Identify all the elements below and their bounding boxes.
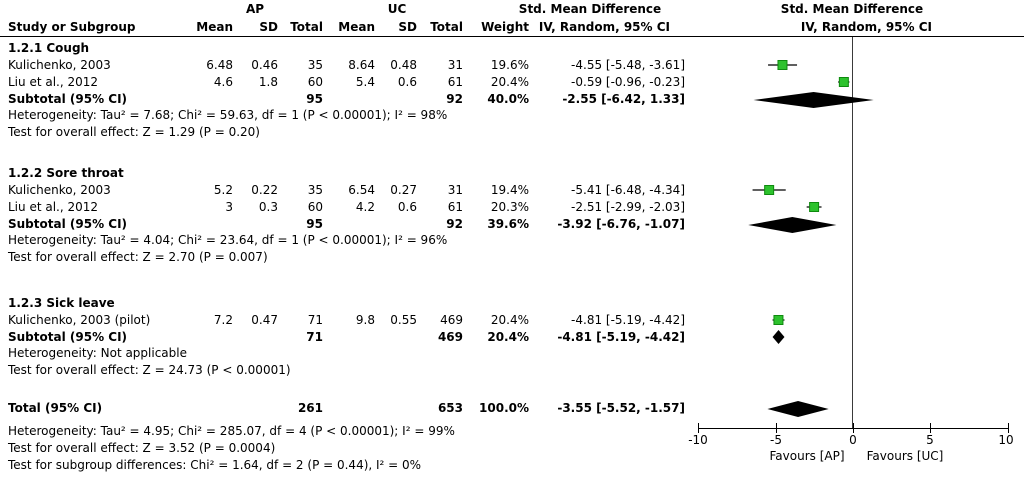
- subtotal-label: Subtotal (95% CI): [8, 92, 128, 106]
- mean-ap: 5.2: [213, 183, 233, 197]
- study-label: Kulichenko, 2003: [8, 58, 111, 72]
- col-weight: Weight: [481, 20, 529, 34]
- favours-right-label: Favours [UC]: [866, 449, 944, 463]
- section-header-row: [0, 295, 1024, 312]
- total-ap: 71: [306, 330, 323, 344]
- mean-ap: 6.48: [206, 58, 233, 72]
- effect-ci: -3.92 [-6.76, -1.07]: [557, 217, 685, 231]
- total-uc: 469: [440, 313, 463, 327]
- weight: 40.0%: [487, 92, 529, 106]
- study-row: [0, 182, 1024, 199]
- subtotal-row: [0, 329, 1024, 346]
- total-uc: 92: [446, 217, 463, 231]
- col-ivci-plot: IV, Random, 95% CI: [800, 20, 932, 34]
- smd-column-header: Std. Mean Difference: [518, 2, 662, 16]
- study-label: Liu et al., 2012: [8, 75, 99, 89]
- total-uc: 92: [446, 92, 463, 106]
- mean-uc: 4.2: [355, 200, 375, 214]
- sd-ap: 0.22: [251, 183, 278, 197]
- study-row: [0, 57, 1024, 74]
- section-title: 1.2.2 Sore throat: [8, 166, 124, 180]
- sd-ap: 0.3: [258, 200, 278, 214]
- total-ap: 35: [307, 58, 323, 72]
- col-study-or-subgroup: Study or Subgroup: [8, 20, 136, 34]
- group-header-uc: UC: [387, 2, 407, 16]
- col-sd-ap: SD: [259, 20, 278, 34]
- section-title: 1.2.3 Sick leave: [8, 296, 115, 310]
- total-uc: 31: [447, 58, 463, 72]
- total-label: Total (95% CI): [8, 401, 103, 415]
- mean-uc: 5.4: [355, 75, 375, 89]
- axis-tick-label: -5: [770, 433, 782, 447]
- axis-tick-label: 0: [849, 433, 857, 447]
- heterogeneity-note: Heterogeneity: Not applicable: [8, 346, 187, 360]
- weight: 20.3%: [490, 200, 529, 214]
- total-uc: 61: [447, 200, 463, 214]
- mean-ap: 7.2: [213, 313, 233, 327]
- overall-effect-note: Test for overall effect: Z = 2.70 (P = 0.007): [8, 250, 268, 264]
- total-uc: 31: [447, 183, 463, 197]
- overall-effect-note: Test for overall effect: Z = 3.52 (P = 0.0004): [8, 441, 276, 455]
- heterogeneity-note: Heterogeneity: Tau² = 4.04; Chi² = 23.64, df = 1 (P < 0.00001); I² = 96%: [8, 233, 448, 247]
- mean-ap: 4.6: [213, 75, 233, 89]
- sd-uc: 0.27: [390, 183, 417, 197]
- sd-uc: 0.55: [390, 313, 417, 327]
- subgroup-differences-note: Test for subgroup differences: Chi² = 1.64, df = 2 (P = 0.44), I² = 0%: [8, 458, 422, 472]
- header-divider: [0, 36, 1024, 37]
- mean-uc: 9.8: [355, 313, 375, 327]
- weight: 39.6%: [487, 217, 529, 231]
- heterogeneity-note: Heterogeneity: Tau² = 7.68; Chi² = 59.63, df = 1 (P < 0.00001); I² = 98%: [8, 108, 448, 122]
- axis-tick: [776, 423, 777, 433]
- weight: 20.4%: [487, 330, 529, 344]
- sd-ap: 1.8: [258, 75, 278, 89]
- total-row: [0, 400, 1024, 417]
- effect-ci: -4.55 [-5.48, -3.61]: [571, 58, 685, 72]
- weight: 20.4%: [490, 313, 529, 327]
- column-header-row: [0, 19, 1024, 36]
- section-header-row: [0, 165, 1024, 182]
- weight: 19.6%: [490, 58, 529, 72]
- subtotal-row: [0, 216, 1024, 233]
- total-uc: 61: [447, 75, 463, 89]
- col-total-uc: Total: [430, 20, 463, 34]
- axis-tick: [930, 423, 931, 433]
- favours-left-label: Favours [AP]: [769, 449, 845, 463]
- study-label: Kulichenko, 2003: [8, 183, 111, 197]
- total-ap: 35: [307, 183, 323, 197]
- study-row: [0, 74, 1024, 91]
- col-sd-uc: SD: [398, 20, 417, 34]
- effect-ci: -4.81 [-5.19, -4.42]: [557, 330, 685, 344]
- axis-tick-label: 5: [926, 433, 934, 447]
- sd-ap: 0.47: [251, 313, 278, 327]
- col-total-ap: Total: [290, 20, 323, 34]
- mean-ap: 3: [225, 200, 233, 214]
- subtotal-label: Subtotal (95% CI): [8, 217, 128, 231]
- section-header-row: [0, 40, 1024, 57]
- sd-ap: 0.46: [251, 58, 278, 72]
- mean-uc: 6.54: [348, 183, 375, 197]
- col-mean-ap: Mean: [196, 20, 233, 34]
- study-label: Liu et al., 2012: [8, 200, 99, 214]
- sd-uc: 0.6: [397, 200, 417, 214]
- total-uc: 653: [437, 401, 463, 415]
- mean-uc: 8.64: [348, 58, 375, 72]
- smd-plot-header: Std. Mean Difference: [780, 2, 924, 16]
- subtotal-label: Subtotal (95% CI): [8, 330, 128, 344]
- total-ap: 95: [306, 92, 323, 106]
- effect-ci: -3.55 [-5.52, -1.57]: [557, 401, 685, 415]
- axis-tick-label: 10: [998, 433, 1014, 447]
- sd-uc: 0.48: [390, 58, 417, 72]
- effect-ci: -5.41 [-6.48, -4.34]: [571, 183, 685, 197]
- study-row: [0, 199, 1024, 216]
- weight: 19.4%: [490, 183, 529, 197]
- total-ap: 60: [307, 75, 323, 89]
- total-ap: 71: [307, 313, 323, 327]
- total-ap: 261: [297, 401, 323, 415]
- axis-tick: [698, 423, 699, 433]
- overall-effect-note: Test for overall effect: Z = 1.29 (P = 0.20): [8, 125, 260, 139]
- sd-uc: 0.6: [397, 75, 417, 89]
- subtotal-row: [0, 91, 1024, 108]
- axis-tick: [853, 423, 854, 433]
- weight: 20.4%: [490, 75, 529, 89]
- effect-ci: -2.51 [-2.99, -2.03]: [571, 200, 685, 214]
- axis-tick: [1008, 423, 1009, 433]
- total-ap: 95: [306, 217, 323, 231]
- weight: 100.0%: [479, 401, 529, 415]
- section-title: 1.2.1 Cough: [8, 41, 90, 55]
- group-header-ap: AP: [245, 2, 265, 16]
- axis-tick-label: -10: [688, 433, 708, 447]
- study-row: [0, 312, 1024, 329]
- total-ap: 60: [307, 200, 323, 214]
- heterogeneity-note: Heterogeneity: Tau² = 4.95; Chi² = 285.07, df = 4 (P < 0.00001); I² = 99%: [8, 424, 455, 438]
- col-ivci: IV, Random, 95% CI: [538, 20, 670, 34]
- effect-ci: -0.59 [-0.96, -0.23]: [571, 75, 685, 89]
- effect-ci: -4.81 [-5.19, -4.42]: [571, 313, 685, 327]
- col-mean-uc: Mean: [338, 20, 375, 34]
- total-uc: 469: [437, 330, 463, 344]
- study-label: Kulichenko, 2003 (pilot): [8, 313, 151, 327]
- overall-effect-note: Test for overall effect: Z = 24.73 (P < 0.00001): [8, 363, 291, 377]
- effect-ci: -2.55 [-6.42, 1.33]: [562, 92, 685, 106]
